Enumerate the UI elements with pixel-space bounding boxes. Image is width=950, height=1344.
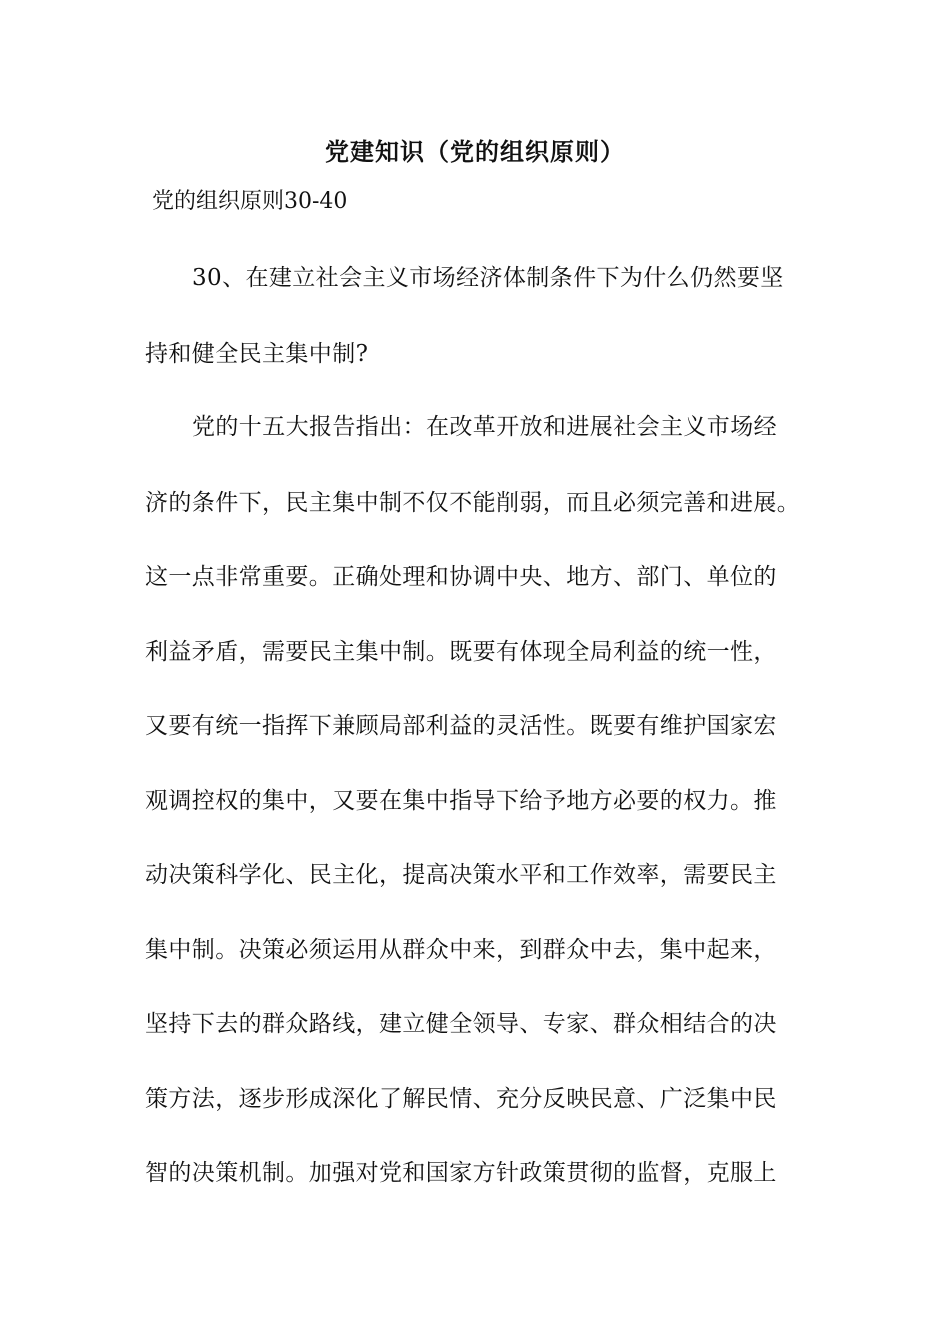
- body-line: 策方法，逐步形成深化了解民情、充分反映民意、广泛集中民: [145, 1086, 777, 1112]
- body-line: 济的条件下，民主集中制不仅不能削弱，而且必须完善和进展。: [145, 490, 801, 516]
- body-line: 集中制。决策必须运用从群众中来，到群众中去，集中起来，: [145, 937, 777, 963]
- body-line: 这一点非常重要。正确处理和协调中央、地方、部门、单位的: [145, 564, 777, 590]
- body-line: 观调控权的集中，又要在集中指导下给予地方必要的权力。推: [145, 788, 777, 814]
- body-line: 动决策科学化、民主化，提高决策水平和工作效率，需要民主: [145, 862, 777, 888]
- body-line: 持和健全民主集中制?: [145, 341, 369, 367]
- body-line: 坚持下去的群众路线，建立健全领导、专家、群众相结合的决: [145, 1011, 777, 1037]
- document-title: 党建知识（党的组织原则）: [325, 137, 625, 166]
- document-subtitle: 党的组织原则30-40: [152, 189, 348, 214]
- body-line: 30、在建立社会主义市场经济体制条件下为什么仍然要坚: [192, 265, 784, 291]
- body-line: 利益矛盾，需要民主集中制。既要有体现全局利益的统一性，: [145, 639, 777, 665]
- body-line: 又要有统一指挥下兼顾局部利益的灵活性。既要有维护国家宏: [145, 713, 777, 739]
- body-line: 党的十五大报告指出：在改革开放和进展社会主义市场经: [192, 414, 777, 440]
- body-line: 智的决策机制。加强对党和国家方针政策贯彻的监督，克服上: [145, 1160, 777, 1186]
